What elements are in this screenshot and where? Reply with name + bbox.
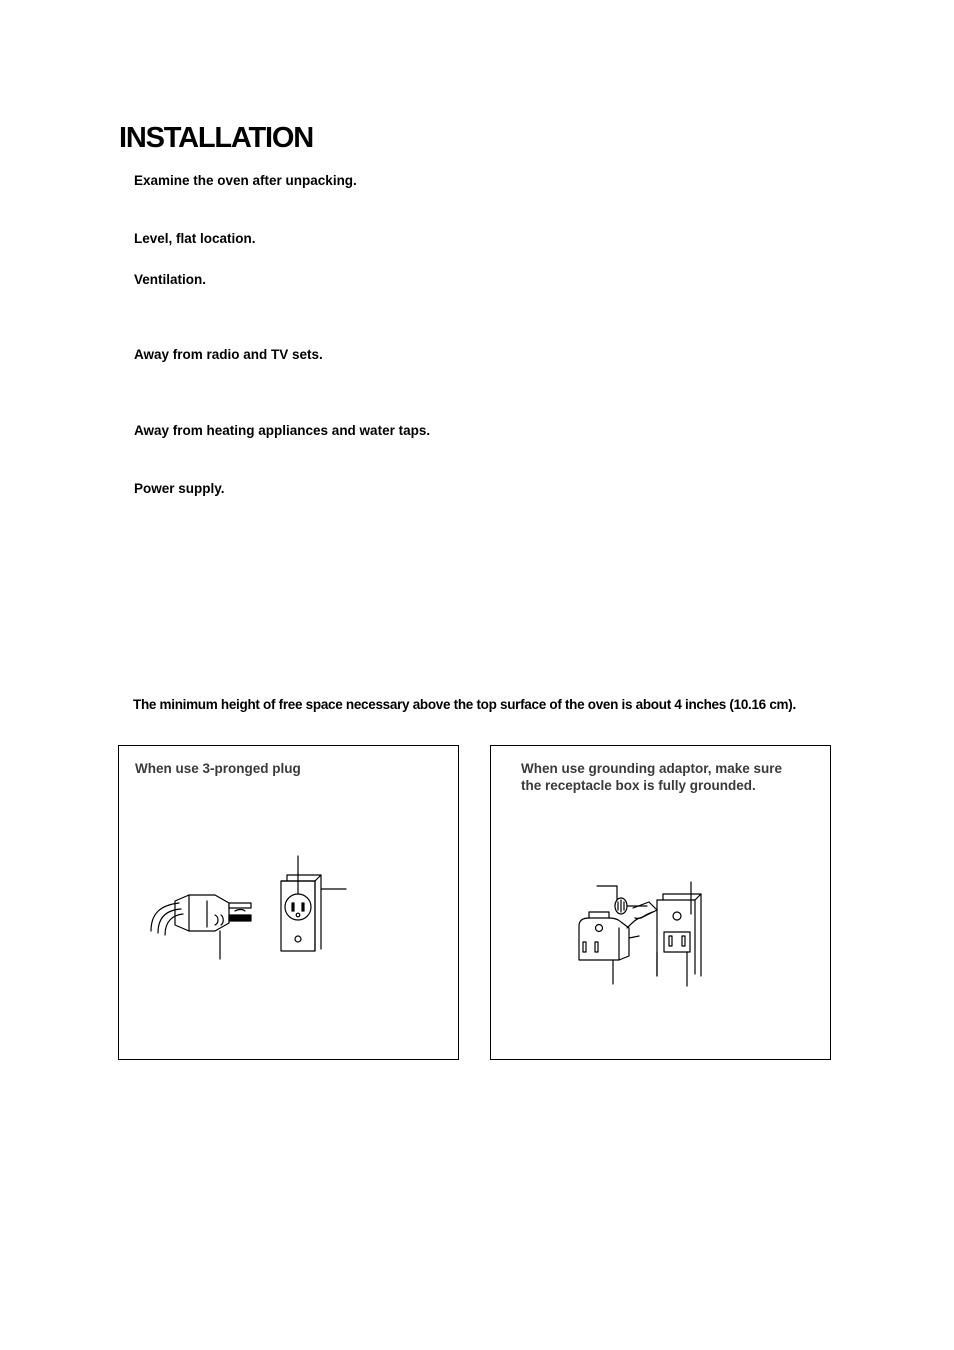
three-prong-plug-caption: When use 3-pronged plug bbox=[135, 761, 301, 776]
grounding-adaptor-caption-line2: the receptacle box is fully grounded. bbox=[521, 778, 756, 793]
three-prong-plug-and-outlet-icon bbox=[145, 851, 355, 966]
grounding-adaptor-caption bbox=[521, 760, 821, 794]
section-heading-ventilation: Ventilation. bbox=[134, 272, 207, 287]
section-heading-radio-tv: Away from radio and TV sets. bbox=[134, 347, 323, 362]
grounding-adaptor-and-receptacle-icon bbox=[571, 878, 721, 993]
grounding-adaptor-caption-line1: When use grounding adaptor, make sure bbox=[521, 761, 783, 776]
section-heading-location: Level, flat location. bbox=[134, 231, 256, 246]
grounding-adaptor-panel bbox=[490, 745, 831, 1060]
section-heading-unpacking: Examine the oven after unpacking. bbox=[134, 173, 357, 188]
clearance-note: The minimum height of free space necessary above the top surface of the oven is about 4 inches (10.16 cm). bbox=[133, 697, 796, 712]
section-heading-power-supply: Power supply. bbox=[134, 481, 225, 496]
section-heading-heating-water: Away from heating appliances and water taps. bbox=[134, 423, 431, 438]
three-prong-plug-panel bbox=[118, 745, 459, 1060]
page-title: INSTALLATION bbox=[119, 122, 313, 154]
